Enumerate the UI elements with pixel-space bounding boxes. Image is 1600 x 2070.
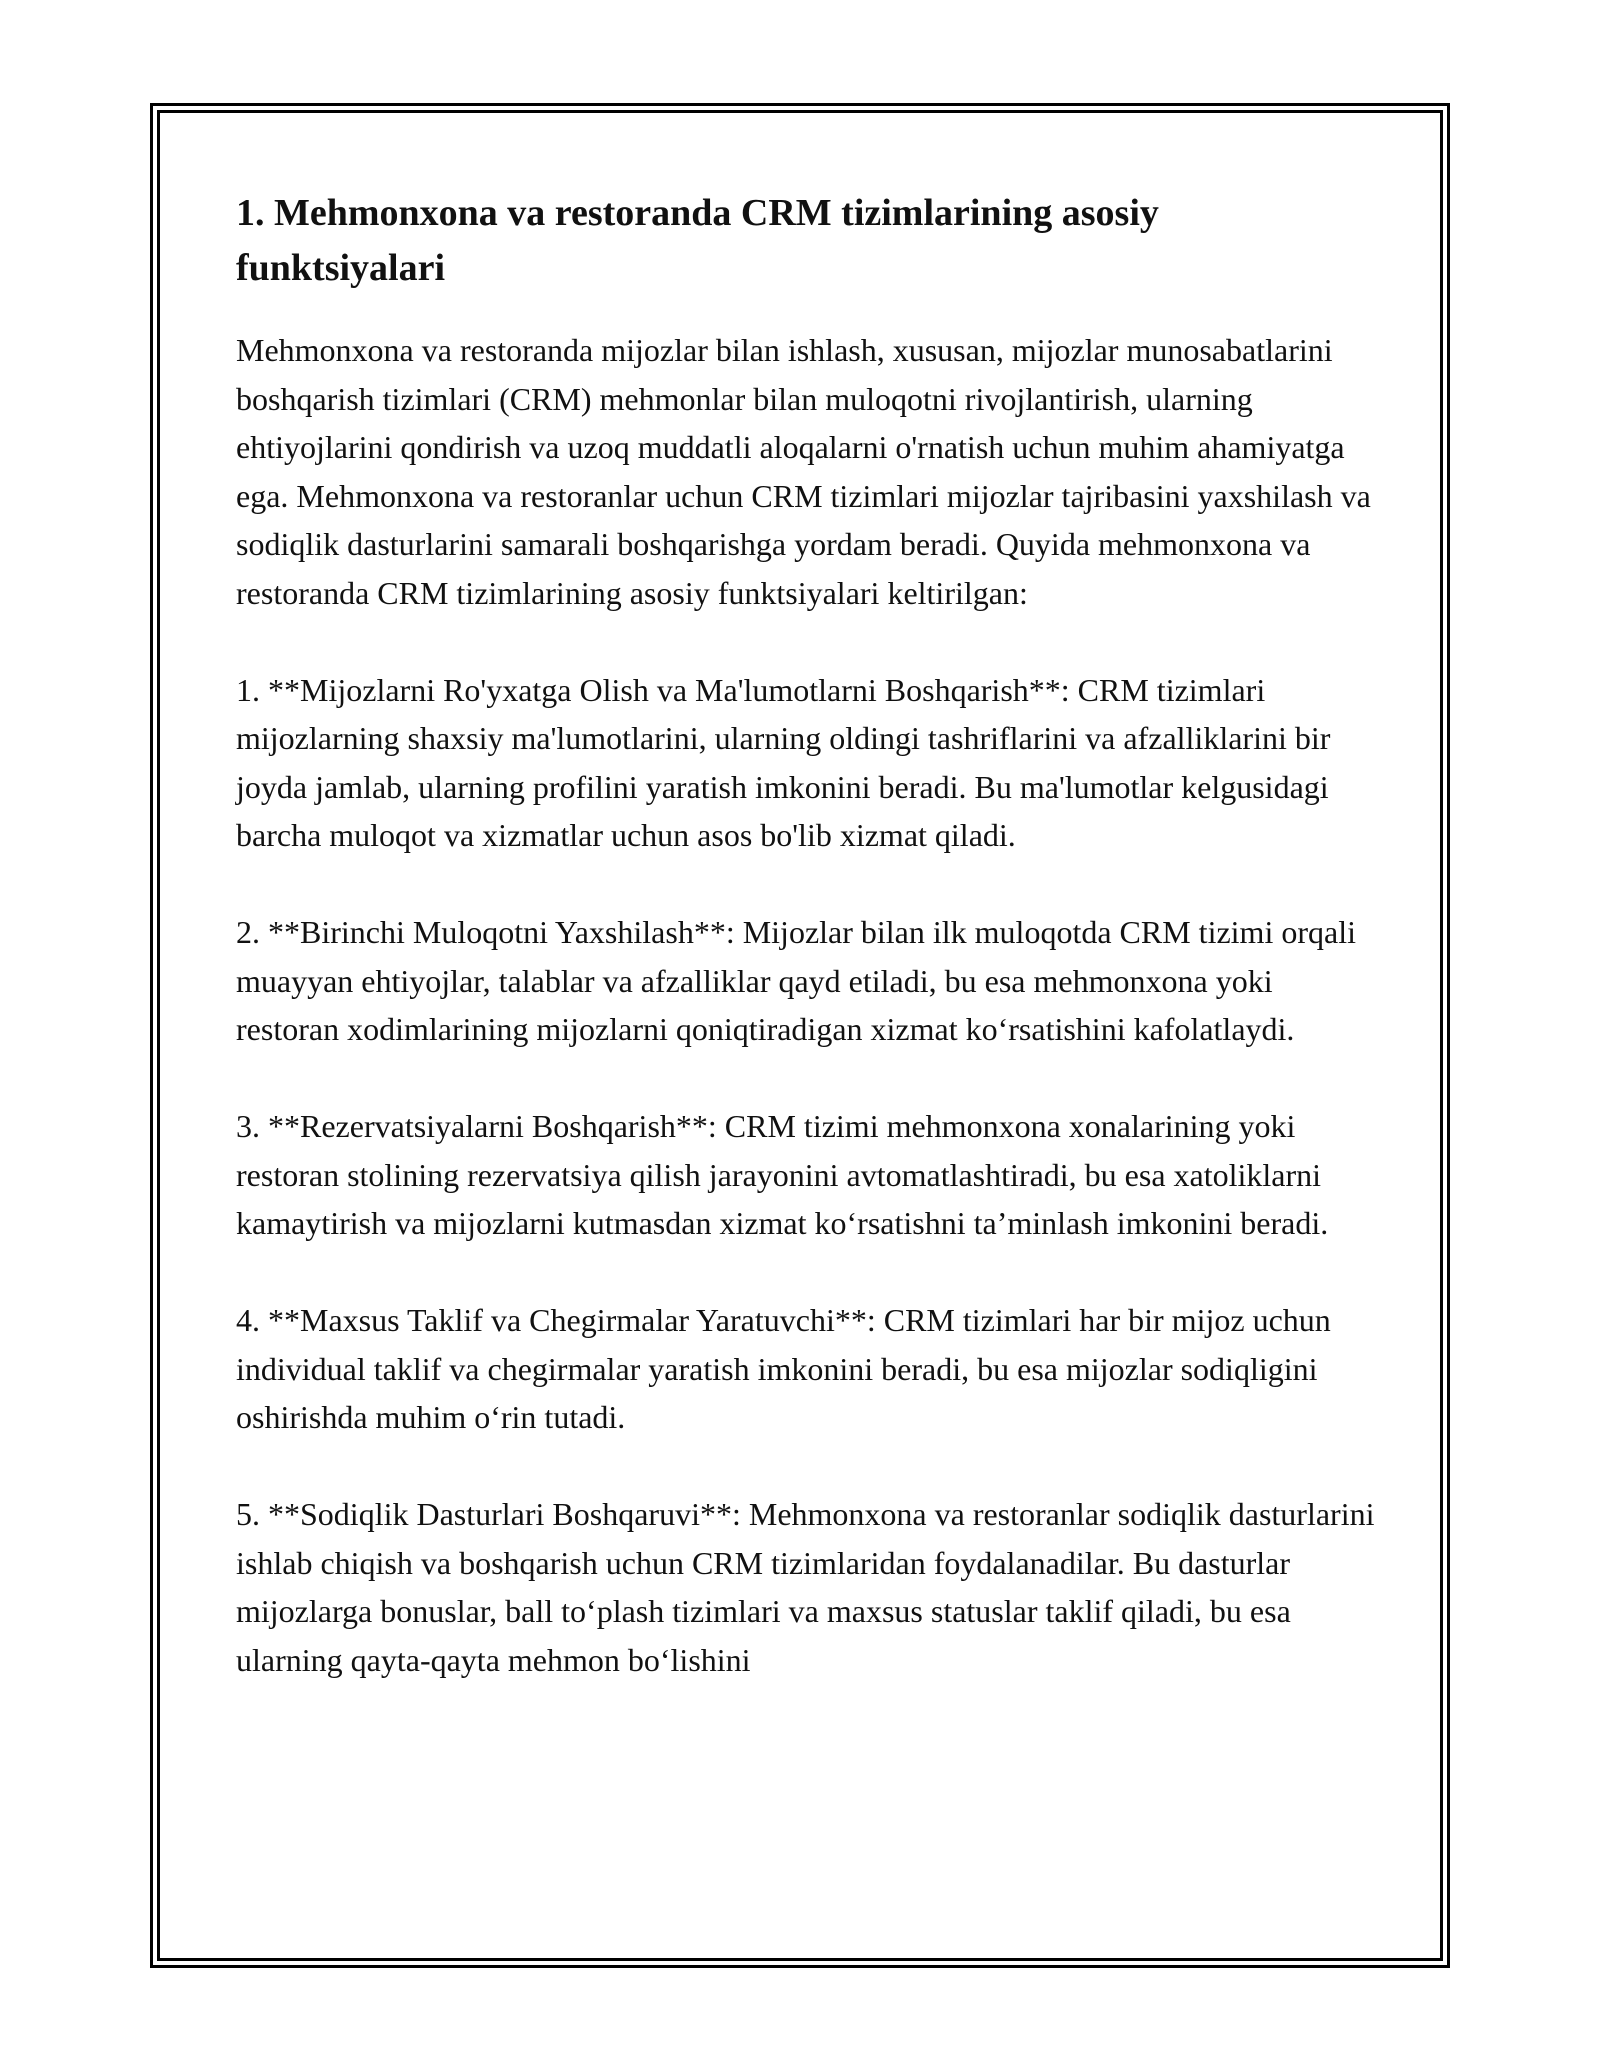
intro-paragraph: Mehmonxona va restoranda mijozlar bilan ishlash, xususan, mijozlar munosabatlarini boshqarish tizimlari (CRM) mehmonlar bilan muloqotni rivojlantirish, ularning ehtiyojlarini qondirish va uzoq muddatli aloqalarni o'rnatish uchun muhim ahamiyatga ega. Mehmonxona va restoranlar uchun CRM tizimlari mijozlar tajribasini yaxshilash va sodiqlik dasturlarini samarali boshqarishga yordam beradi. Quyida mehmonxona va restoranda CRM tizimlarining asosiy funktsiyalari keltirilgan: <box>236 332 1371 611</box>
list-item-reservations: 3. **Rezervatsiyalarni Boshqarish**: CRM tizimi mehmonxona xonalarining yoki restoran stolining rezervatsiya qilish jarayonini avtomatlashtiradi, bu esa xatoliklarni kamaytirish va mijozlarni kutmasdan xizmat ko‘rsatishni ta’minlash imkonini beradi. <box>236 1108 1329 1241</box>
list-item-loyalty-programs: 5. **Sodiqlik Dasturlari Boshqaruvi**: Mehmonxona va restoranlar sodiqlik dasturlarini ishlab chiqish va boshqarish uchun CRM tizimlaridan foydalanadilar. Bu dasturlar mijozlarga bonuslar, ball to‘plash tizimlari va maxsus statuslar taklif qiladi, bu esa ularning qayta-qayta mehmon bo‘lishini <box>236 1496 1375 1678</box>
list-item-special-offers: 4. **Maxsus Taklif va Chegirmalar Yaratuvchi**: CRM tizimlari har bir mijoz uchun individual taklif va chegirmalar yaratish imkonini beradi, bu esa mijozlar sodiqligini oshirishda muhim o‘rin tutadi. <box>236 1302 1331 1435</box>
list-item-first-contact: 2. **Birinchi Muloqotni Yaxshilash**: Mijozlar bilan ilk muloqotda CRM tizimi orqali muayyan ehtiyojlar, talablar va afzalliklar qayd etiladi, bu esa mehmonxona yoki restoran xodimlarining mijozlarni qoniqtiradigan xizmat ko‘rsatishini kafolatlaydi. <box>236 914 1356 1047</box>
document-body <box>236 186 1376 1684</box>
section-title: 1. Mehmonxona va restoranda CRM tizimlarining asosiy funktsiyalari <box>236 192 1159 289</box>
list-item-customer-registration: 1. **Mijozlarni Ro'yxatga Olish va Ma'lumotlarni Boshqarish**: CRM tizimlari mijozlarning shaxsiy ma'lumotlarini, ularning oldingi tashriflarini va afzalliklarini bir joyda jamlab, ularning profilini yaratish imkonini beradi. Bu ma'lumotlar kelgusidagi barcha muloqot va xizmatlar uchun asos bo'lib xizmat qiladi. <box>236 671 1331 853</box>
